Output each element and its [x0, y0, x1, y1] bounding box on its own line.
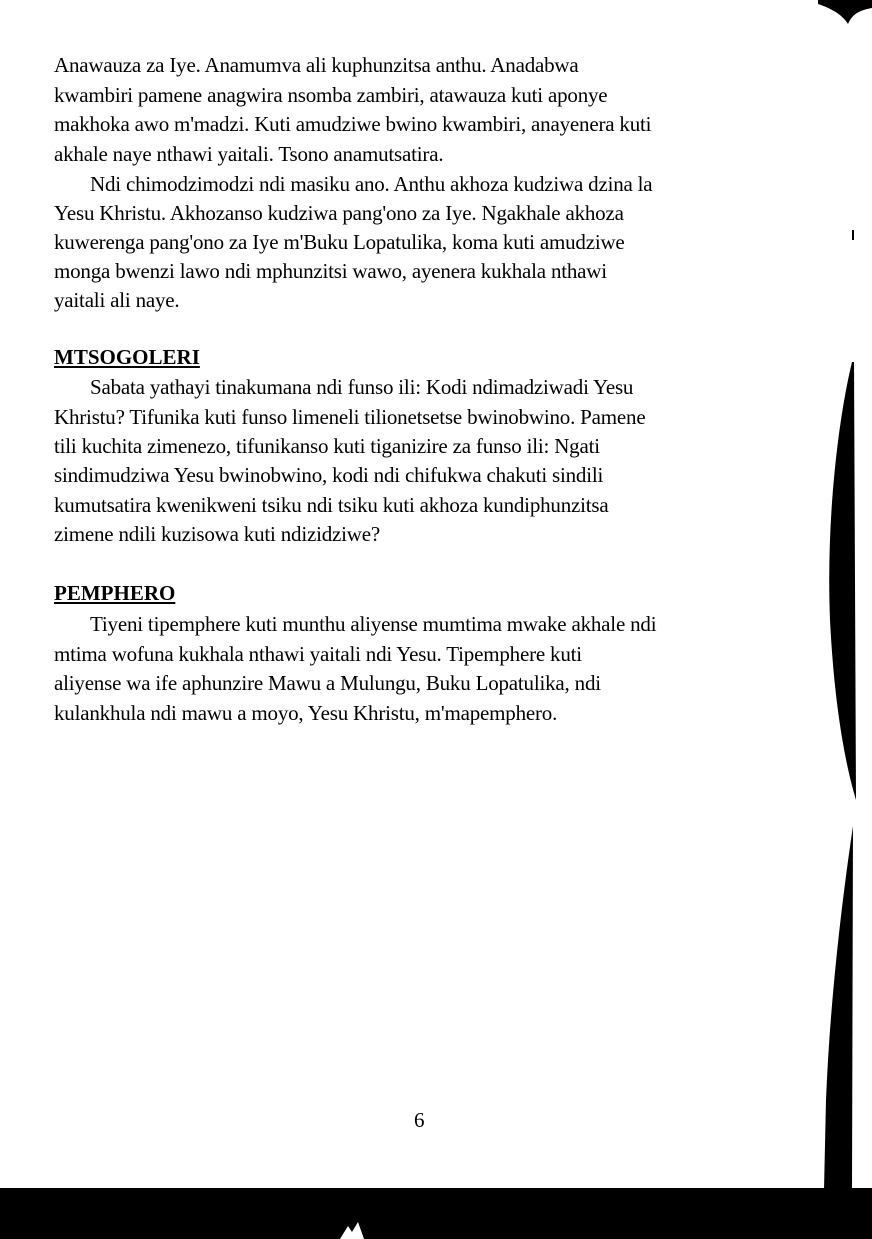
text-line: akhale naye nthawi yaitali. Tsono anamutsatira.: [54, 142, 444, 166]
text-line: tili kuchita zimenezo, tifunikanso kuti tiganizire za funso ili: Ngati: [54, 434, 600, 458]
text-line: mtima wofuna kukhala nthawi yaitali ndi Yesu. Tipemphere kuti: [54, 642, 582, 666]
right-edge-shadow-upper: [829, 362, 856, 800]
text-line: Ndi chimodzimodzi ndi masiku ano. Anthu akhoza kudziwa dzina la: [90, 172, 653, 196]
top-corner-mark: [818, 0, 872, 24]
text-line: Sabata yathayi tinakumana ndi funso ili: Kodi ndimadziwadi Yesu: [90, 375, 634, 399]
text-line: Khristu? Tifunika kuti funso limeneli tilionetsetse bwinobwino. Pamene: [54, 405, 646, 429]
text-line: makhoka awo m'madzi. Kuti amudziwe bwino kwambiri, anayenera kuti: [54, 112, 652, 136]
section-heading-mtsogoleri: MTSOGOLERI: [54, 345, 200, 369]
text-line: aliyense wa ife aphunzire Mawu a Mulungu, Buku Lopatulika, ndi: [54, 671, 601, 695]
text-line: kumutsatira kwenikweni tsiku ndi tsiku kuti akhoza kundiphunzitsa: [54, 493, 609, 517]
text-line: zimene ndili kuzisowa kuti ndizidziwe?: [54, 522, 380, 546]
text-line: kwambiri pamene anagwira nsomba zambiri, atawauza kuti aponye: [54, 83, 608, 107]
page-number: 6: [414, 1108, 425, 1132]
text-line: sindimudziwa Yesu bwinobwino, kodi ndi chifukwa chakuti sindili: [54, 463, 604, 487]
text-line: kulankhula ndi mawu a moyo, Yesu Khristu, m'mapemphero.: [54, 701, 558, 725]
text-line: Tiyeni tipemphere kuti munthu aliyense mumtima mwake akhale ndi: [90, 612, 657, 636]
bottom-black-band: [0, 1188, 872, 1239]
text-line: yaitali ali naye.: [54, 288, 180, 312]
text-line: Yesu Khristu. Akhozanso kudziwa pang'ono za Iye. Ngakhale akhoza: [54, 201, 624, 225]
right-edge-tick: [852, 230, 854, 240]
right-edge-shadow-lower: [824, 826, 853, 1190]
section-heading-pemphero: PEMPHERO: [54, 581, 176, 605]
text-line: kuwerenga pang'ono za Iye m'Buku Lopatulika, koma kuti amudziwe: [54, 230, 625, 254]
text-line: Anawauza za Iye. Anamumva ali kuphunzitsa anthu. Anadabwa: [54, 53, 579, 77]
text-line: monga bwenzi lawo ndi mphunzitsi wawo, ayenera kukhala nthawi: [54, 259, 607, 283]
